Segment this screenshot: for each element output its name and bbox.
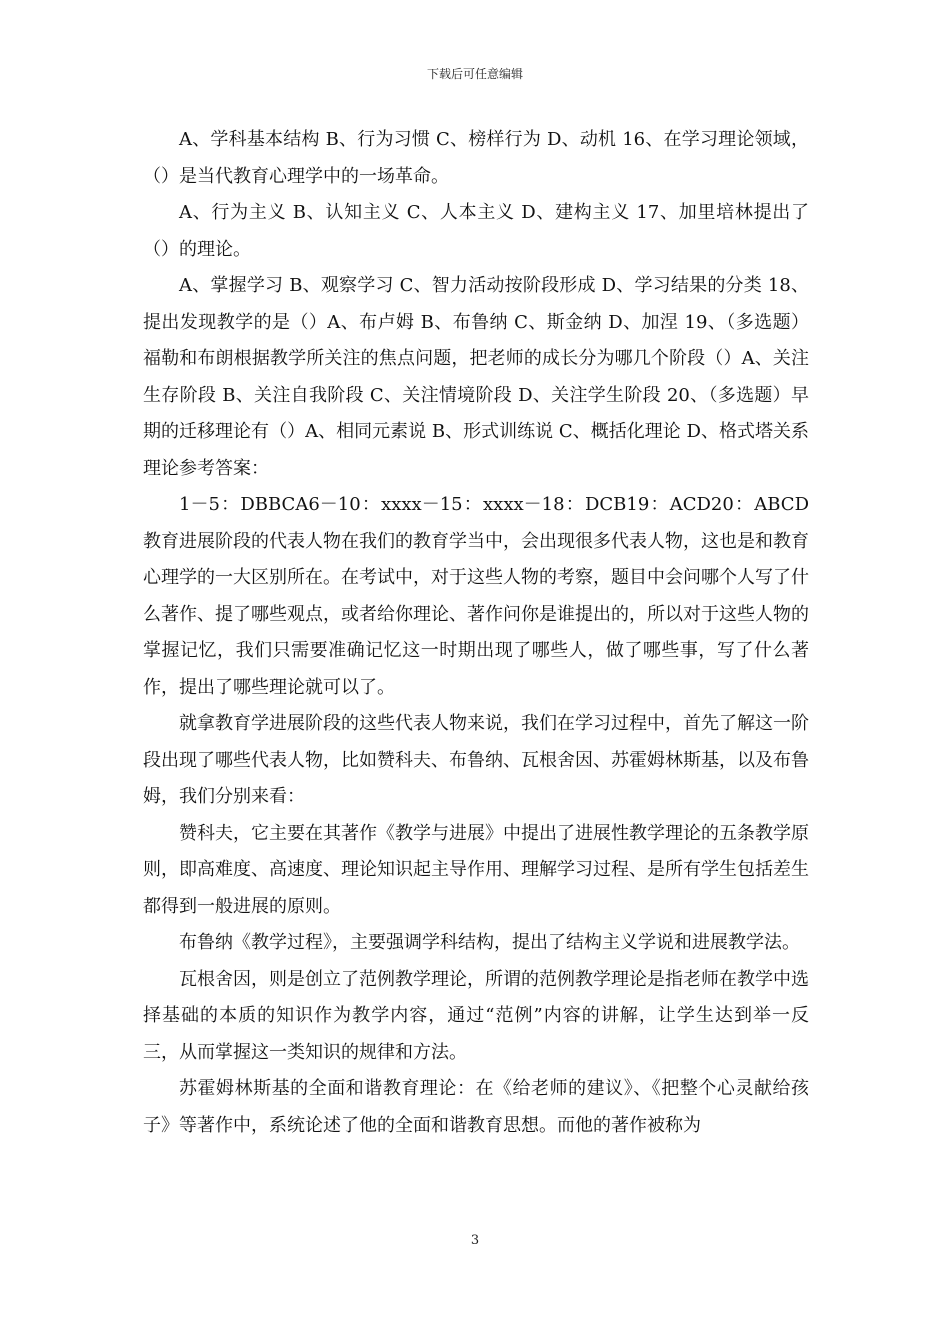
paragraph-6: 赞科夫，它主要在其著作《教学与进展》中提出了进展性教学理论的五条教学原则，即高难度、高速度、理论知识起主导作用、理解学习过程、是所有学生包括差生都得到一般进展的原则。 bbox=[143, 822, 809, 917]
paragraph-4: 1－5：DBBCA6－10：xxxx－15：xxxx－18：DCB19：ACD20：ABCD 教育进展阶段的代表人物在我们的教育学当中，会出现很多代表人物，这也是和教育心理学的一大区别所在。在考试中，对于这些人物的考察，题目中会问哪个人写了什么著作、提了哪些观点，或者给你理论、著作问你是谁提出的，所以对于这些人物的掌握记忆，我们只需要准确记忆这一时期出现了哪些人，做了哪些事，写了什么著作，提出了哪些理论就可以了。 bbox=[143, 494, 809, 698]
paragraph-2: A、行为主义 B、认知主义 C、人本主义 D、建构主义 17、加里培林提出了（）的理论。 bbox=[143, 202, 809, 260]
paragraph-3: A、掌握学习 B、观察学习 C、智力活动按阶段形成 D、学习结果的分类 18、提出发现教学的是（）A、布卢姆 B、布鲁纳 C、斯金纳 D、加涅 19、（多选题）福勒和布朗根据教学所关注的焦点问题，把老师的成长分为哪几个阶段（）A、关注生存阶段 B、关注自我阶段 C、关注情境阶段 D、关注学生阶段 20、（多选题）早期的迁移理论有（）A、相同元素说 B、形式训练说 C、概括化理论 D、格式塔关系理论参考答案： bbox=[143, 275, 809, 479]
page-header-note: 下载后可任意编辑 bbox=[426, 67, 523, 81]
document-body bbox=[143, 122, 809, 1144]
page-number: 3 bbox=[470, 1233, 480, 1248]
paragraph-1: A、学科基本结构 B、行为习惯 C、榜样行为 D、动机 16、在学习理论领域，（）是当代教育心理学中的一场革命。 bbox=[143, 129, 809, 187]
paragraph-9: 苏霍姆林斯基的全面和谐教育理论：在《给老师的建议》、《把整个心灵献给孩子》等著作中，系统论述了他的全面和谐教育思想。而他的著作被称为 bbox=[143, 1078, 809, 1136]
paragraph-8: 瓦根舍因，则是创立了范例教学理论，所谓的范例教学理论是指老师在教学中选择基础的本质的知识作为教学内容，通过“范例”内容的讲解，让学生达到举一反三，从而掌握这一类知识的规律和方法。 bbox=[143, 968, 809, 1063]
paragraph-5: 就拿教育学进展阶段的这些代表人物来说，我们在学习过程中，首先了解这一阶段出现了哪些代表人物，比如赞科夫、布鲁纳、瓦根舍因、苏霍姆林斯基，以及布鲁姆，我们分别来看： bbox=[143, 713, 809, 807]
paragraph-7: 布鲁纳《教学过程》，主要强调学科结构，提出了结构主义学说和进展教学法。 bbox=[179, 932, 800, 953]
